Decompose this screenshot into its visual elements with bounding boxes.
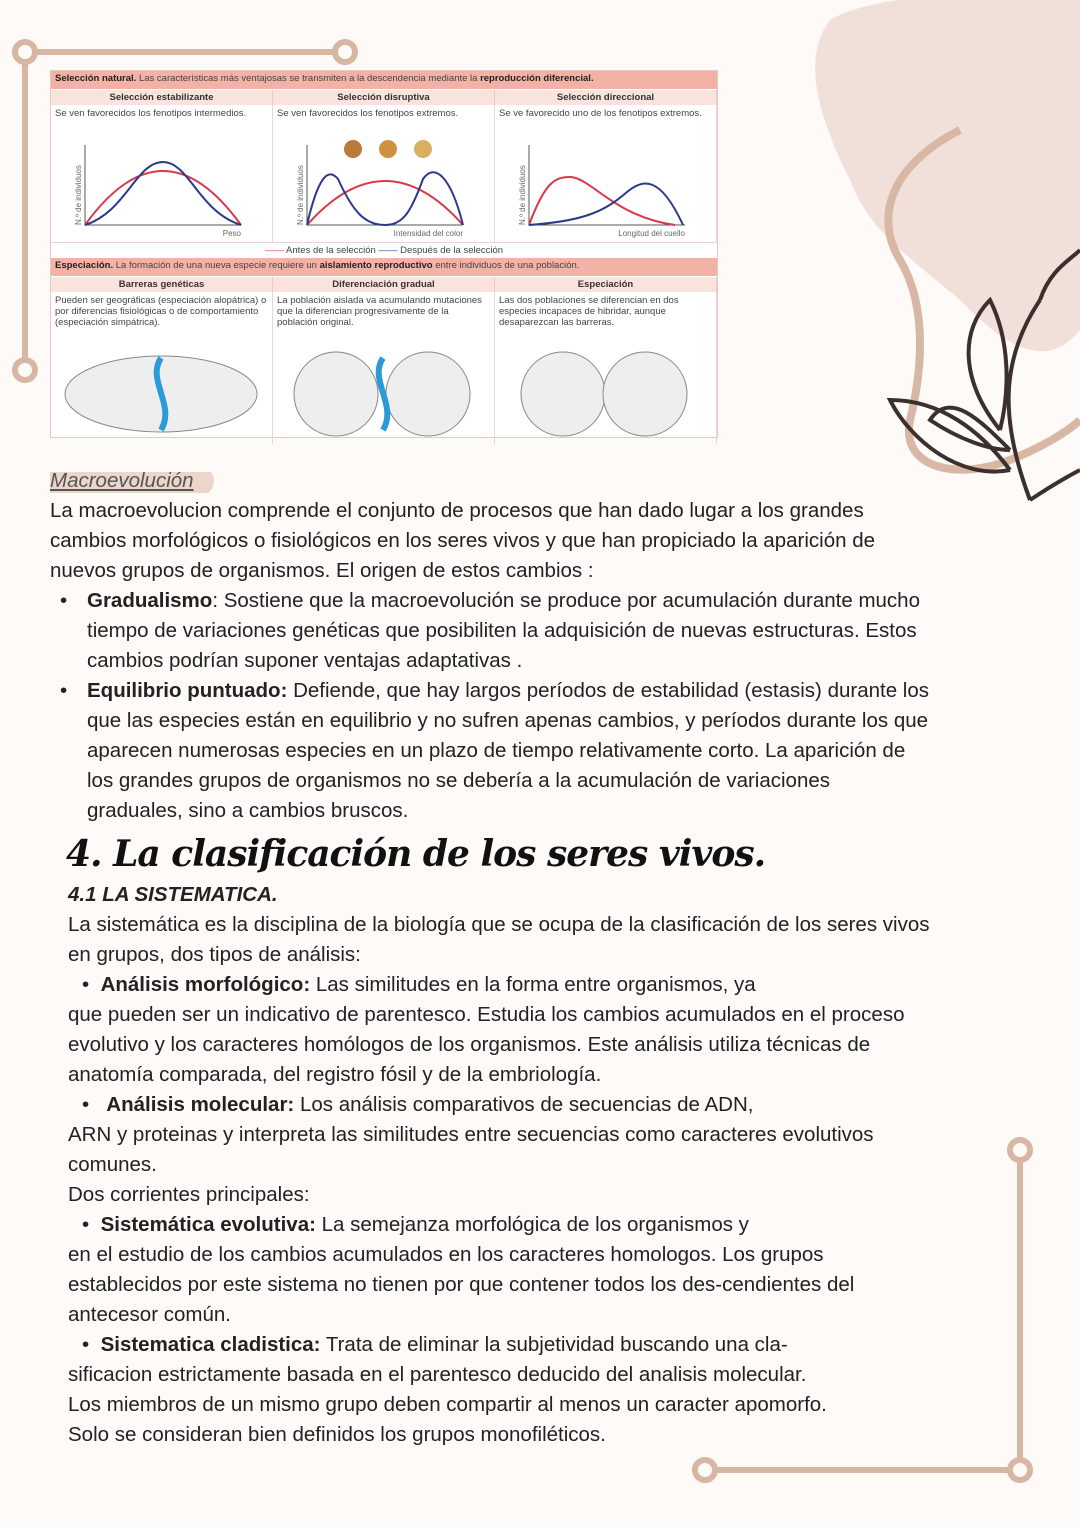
col-title: Selección estabilizante <box>51 90 273 105</box>
term: Sistemática evolutiva: <box>100 1213 316 1236</box>
macroevolution-section <box>50 466 930 826</box>
stabilizing-graph <box>71 137 271 241</box>
cell-directional <box>495 105 717 242</box>
band-bold: reproducción diferencial. <box>480 73 594 84</box>
col-title: Selección disruptiva <box>273 90 495 105</box>
systematics-section <box>68 880 930 1450</box>
definition: La semejanza morfológica de los organismos y <box>315 1213 749 1236</box>
definition: : Sostiene que la macroevolución se produce por acumulación durante mucho tiempo de variaciones genéticas que posibiliten la adquisición de nuevas estructuras. Estos cambios podrían suponer ventajas adaptativas . <box>87 589 920 672</box>
speciation-band <box>51 258 717 276</box>
cell-text: Se ven favorecidos los fenotipos extremos. <box>277 108 459 119</box>
col-title: Especiación <box>495 277 717 292</box>
speciation-row <box>51 292 717 444</box>
cell-barriers <box>51 292 273 444</box>
definition: Defiende, que hay largos períodos de estabilidad (estasis) durante los que las especies están en equilibrio y no sufren apenas cambios, y períodos durante los que aparecen numerosas especies en un plazo de tiempo relativamente corto. La aparición de los grandes grupos de organismos no se debería a la acumulación de variaciones graduales, sino a cambios bruscos. <box>87 679 929 822</box>
selection-row <box>51 105 717 242</box>
band-lead: Especiación. <box>55 260 114 271</box>
population-illustration <box>61 350 261 440</box>
band-text: Las características más ventajosas se transmiten a la descendencia mediante la <box>136 73 481 84</box>
list-item: • Sistemática evolutiva: La semejanza morfológica de los organismos y <box>82 1213 749 1236</box>
x-label: Intensidad del color <box>393 229 463 238</box>
directional-graph <box>515 137 715 241</box>
term: Sistematica cladistica: <box>100 1333 321 1356</box>
cell-gradual <box>273 292 495 444</box>
selection-headers <box>51 89 717 105</box>
population-illustration <box>288 350 488 440</box>
col-title: Selección direccional <box>495 90 717 105</box>
section-heading: Macroevolución <box>50 466 214 496</box>
definition-cont: sificacion estrictamente basada en el parentesco deducido del analisis molecular. Los miembros de un mismo grupo deben compartir al menos un caracter apomorfo. Solo se consideran bien definidos los grupos monofiléticos. <box>68 1363 827 1446</box>
legend-swatch-before: —— <box>264 245 284 256</box>
cell-disruptive <box>273 105 495 242</box>
col-title: Barreras genéticas <box>51 277 273 292</box>
definition: Las similitudes en la forma entre organismos, ya <box>310 973 756 996</box>
col-title: Diferenciación gradual <box>273 277 495 292</box>
legend-after: Después de la selección <box>400 245 504 256</box>
band-text: entre individuos de una población. <box>432 260 580 271</box>
evolution-figure <box>50 70 718 438</box>
population-illustration <box>515 350 715 440</box>
definition: Los análisis comparativos de secuencias de ADN, <box>294 1093 754 1116</box>
term: Análisis morfológico: <box>100 973 311 996</box>
paragraph: Dos corrientes principales: <box>68 1183 310 1206</box>
y-label: N.º de individuos <box>74 165 83 225</box>
speciation-headers <box>51 276 717 292</box>
band-text: La formación de una nueva especie requiere un <box>113 260 320 271</box>
cell-text: La población aislada va acumulando mutaciones que la diferencian progresivamente de la población original. <box>277 295 482 328</box>
cell-text: Se ve favorecido uno de los fenotipos extremos. <box>499 108 702 119</box>
x-label: Longitud del cuello <box>618 229 685 238</box>
y-label: N.º de individuos <box>296 165 305 225</box>
text-flow <box>50 466 930 1450</box>
cell-stabilizing <box>51 105 273 242</box>
term: Gradualismo <box>87 589 213 612</box>
definition-cont: que pueden ser un indicativo de parentesco. Estudia los cambios acumulados en el proceso evolutivo y los caracteres homólogos de los organismos. Este análisis utiliza técnicas de anatomía comparada, del registro fósil y de la embriología. <box>68 1003 905 1086</box>
legend-before: Antes de la selección <box>286 245 376 256</box>
definition: Trata de eliminar la subjetividad buscando una cla- <box>320 1333 788 1356</box>
subsection-title: 4.1 LA SISTEMATICA. <box>68 883 278 906</box>
legend <box>51 242 717 258</box>
disruptive-graph <box>293 137 493 241</box>
list-item: • Análisis morfológico: Las similitudes en la forma entre organismos, ya <box>82 973 756 996</box>
cell-text: Las dos poblaciones se diferencian en dos especies incapaces de hibridar, aunque desaparezcan las barreras. <box>499 295 679 328</box>
legend-swatch-after: —— <box>378 245 398 256</box>
natural-selection-band <box>51 71 717 89</box>
definition-cont: ARN y proteinas y interpreta las similitudes entre secuencias como caracteres evolutivos comunes. <box>68 1123 874 1176</box>
cell-speciation <box>495 292 717 444</box>
cell-text: Pueden ser geográficas (especiación alopátrica) o por diferencias fisiológicas o de comportamiento (especiación simpátrica). <box>55 295 267 328</box>
definition-cont: en el estudio de los cambios acumulados en los caracteres homologos. Los grupos establecidos por este sistema no tienen por que contener todos los des-cendientes del antecesor común. <box>68 1243 855 1326</box>
section-title: 4. La clasificación de los seres vivos. <box>66 833 766 875</box>
intro-paragraph: La sistemática es la disciplina de la biología que se ocupa de la clasificación de los seres vivos en grupos, dos tipos de análisis: <box>68 913 930 966</box>
y-label: N.º de individuos <box>518 165 527 225</box>
list-item <box>50 586 930 676</box>
term: Análisis molecular: <box>106 1093 295 1116</box>
cell-text: Se ven favorecidos los fenotipos intermedios. <box>55 108 247 119</box>
intro-paragraph: La macroevolucion comprende el conjunto de procesos que han dado lugar a los grandes cambios morfológicos o fisiológicos en los seres vivos y que han propiciado la aparición de nuevos grupos de organismos. El origen de estos cambios : <box>50 499 875 582</box>
list-item <box>50 676 930 826</box>
x-label: Peso <box>222 229 241 238</box>
term: Equilibrio puntuado: <box>87 679 288 702</box>
list-item: • Análisis molecular: Los análisis comparativos de secuencias de ADN, <box>82 1093 754 1116</box>
band-bold: aislamiento reproductivo <box>319 260 433 271</box>
band-lead: Selección natural. <box>55 73 137 84</box>
list-item: • Sistematica cladistica: Trata de eliminar la subjetividad buscando una cla- <box>82 1333 788 1356</box>
